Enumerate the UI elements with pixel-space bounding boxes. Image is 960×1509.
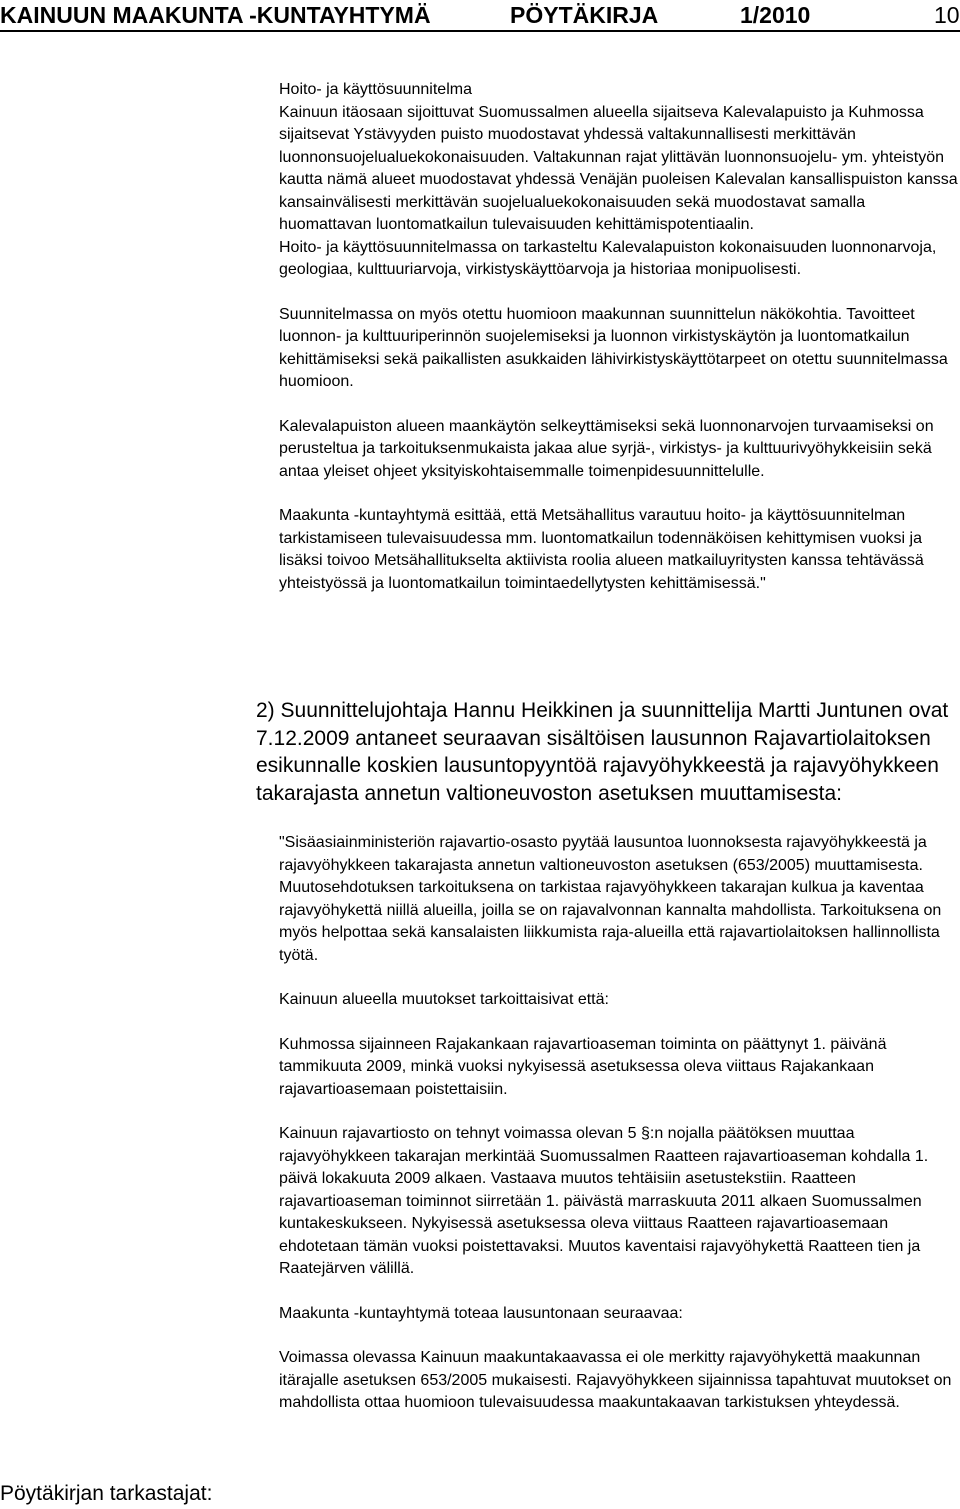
item-2-paragraph-2: Kainuun alueella muutokset tarkoittaisivat että: <box>279 991 609 1008</box>
document-number: 1/2010 <box>740 2 811 28</box>
plan-paragraph-5: Maakunta -kuntayhtymä esittää, että Metsähallitus varautuu hoito- ja käyttösuunnitelman tarkistamiseen tulevaisuudessa mm. luontomatkailun todennäköisen kehittymisen vuoksi ja lisäksi toivoo Metsähallitukselta aktiivista roolia alueen matkailuyritysten kanssa tehtävässä yhteistyössä ja luontomatkailun toimintaedellytysten kehittämisessä." <box>279 507 924 592</box>
plan-paragraph-4: Kalevalapuiston alueen maankäytön selkeyttämiseksi sekä luonnonarvojen turvaamiseksi on perusteltua ja tarkoituksenmukaista jakaa alue syrjä-, virkistys- ja kulttuurivyöhykkeisiin sekä antaa yleiset ohjeet yksityiskohtaisemmalle toimenpidesuunnittelulle. <box>279 417 934 480</box>
plan-title: Hoito- ja käyttösuunnitelma <box>279 81 472 98</box>
plan-section <box>279 79 959 595</box>
item-2-body <box>279 832 959 1415</box>
item-2-paragraph-5: Maakunta -kuntayhtymä toteaa lausuntonaan seuraavaa: <box>279 1304 683 1322</box>
document-type: PÖYTÄKIRJA <box>510 2 659 28</box>
header-divider <box>0 30 960 32</box>
item-2-paragraph-3: Kuhmossa sijainneen Rajakankaan rajavartioaseman toiminta on päättynyt 1. päivänä tammikuuta 2009, minkä vuoksi nykyisessä asetuksessa oleva viittaus Rajakankaan rajavartioasemaan poistettaisiin. <box>279 1035 887 1098</box>
plan-paragraph-3: Suunnitelmassa on myös otettu huomioon maakunnan suunnittelun näkökohtia. Tavoitteet luonnon- ja kulttuuriperinnön suojelemiseksi ja luonnon virkistyskäytön ja luontomatkailun kehittämiseksi sekä paikallisten asukkaiden lähivirkistyskäyttötarpeet on otettu suunnitelmassa huomioon. <box>279 305 948 390</box>
item-2-paragraph-6: Voimassa olevassa Kainuun maakuntakaavassa ei ole merkitty rajavyöhykettä maakunnan itärajalle asetuksen 653/2005 mukaisesti. Rajavyöhykkeen sijainnissa tapahtuvat muutokset on mahdollista ottaa huomioon tulevaisuudessa maakuntakaavan tarkistuksen yhteydessä. <box>279 1349 952 1411</box>
plan-paragraph-2: Hoito- ja käyttösuunnitelmassa on tarkasteltu Kalevalapuiston kokonaisuuden luonnonarvoja, geologiaa, kulttuuriarvoja, virkistyskäyttöarvoja ja historiaa monipuolisesti. <box>279 238 937 278</box>
page-number: 10 <box>934 2 960 28</box>
page-header <box>0 0 960 30</box>
item-2-heading: 2) Suunnittelujohtaja Hannu Heikkinen ja suunnittelija Martti Juntunen ovat 7.12.2009 antaneet seuraavan sisältöisen lausunnon Rajavartiolaitoksen esikunnalle koskien lausuntopyyntöä rajavyöhykkeestä ja rajavyöhykkeen takarajasta annetun valtioneuvoston asetuksen muuttamisesta: <box>256 699 949 805</box>
footer-label: Pöytäkirjan tarkastajat: <box>0 1482 213 1505</box>
item-2-paragraph-4: Kainuun rajavartiosto on tehnyt voimassa olevan 5 §:n nojalla päätöksen muuttaa rajavyöhykkeen takarajan merkintää Suomussalmen Raatteen rajavartioaseman kohdalla 1. päivä lokakuuta 2009 alkaen. Vastaava muutos tehtäisiin asetustekstiin. Raatteen rajavartioaseman toiminnot siirretään 1. päivästä marraskuuta 2011 alkaen Suomussalmen kuntakeskukseen. Nykyisessä asetuksessa oleva viittaus Raatteen rajavartioasemaan ehdotetaan tämän vuoksi poistettavaksi. Muutos kaventaisi rajavyöhykettä Raatteen tien ja Raatejärven välillä. <box>279 1125 929 1277</box>
item-2-paragraph-1: "Sisäasiainministeriön rajavartio-osasto pyytää lausuntoa luonnoksesta rajavyöhykkeestä ja rajavyöhykkeen takarajasta annetun valtioneuvoston asetuksen (653/2005) muuttamisesta. Muutosehdotuksen tarkoituksena on tarkistaa rajavyöhykkeen takarajan kulkua ja kaventaa rajavyöhykettä niillä alueilla, joilla se on rajavalvonnan kannalta mahdollista. Tarkoituksena on myös helpottaa sekä kansalaisten liikkumista raja-alueilla että rajavartiolaitoksen hallinnollista työtä. <box>279 834 942 964</box>
organization-name: KAINUUN MAAKUNTA -KUNTAYHTYMÄ <box>0 2 431 28</box>
plan-paragraph-1: Kainuun itäosaan sijoittuvat Suomussalmen alueella sijaitseva Kalevalapuisto ja Kuhmossa sijaitsevat Ystävyyden puisto muodostavat yhdessä valtakunnallisesti merkittävän luonnonsuojelualuekokonaisuuden. Valtakunnan rajat ylittävän luonnonsuojelu- ym. yhteistyön kautta nämä alueet muodostavat yhdessä Venäjän puoleisen Kalevalan kansallispuiston kanssa kansainvälisesti merkittävän suojelualuekokonaisuuden sekä muodostavat samalla huomattavan luontomatkailun tulevaisuuden kehittämispotentiaalin. <box>279 103 958 233</box>
